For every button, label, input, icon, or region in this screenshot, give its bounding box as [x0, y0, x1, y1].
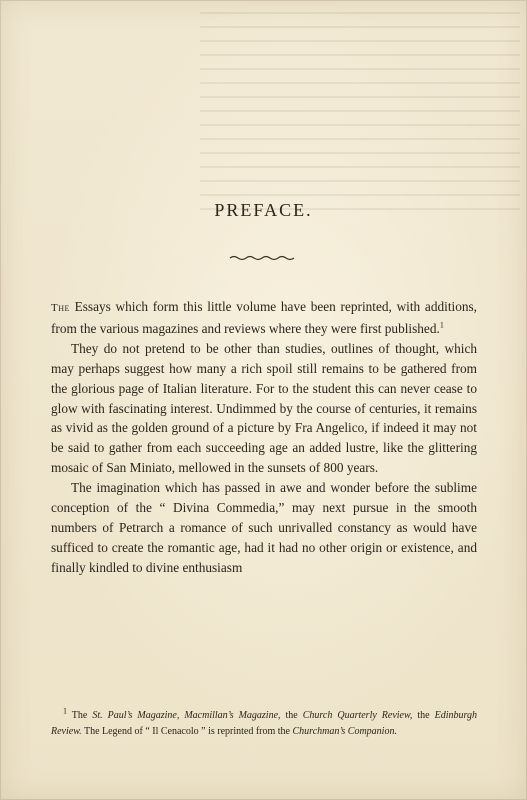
paragraph-text: Essays which form this little volume have been reprinted, with additions, from the various magazines and reviews where they were first published.: [51, 299, 477, 336]
paragraph-2: They do not pretend to be other than studies, outlines of thought, which may perhaps suggest how many a rich spoil still remains to be gathered from the glorious page of Italian literature. For to the student this can never cease to glow with fascinating interest. Undimmed by the course of centuries, it remains as vivid as the golden ground of a picture by Fra Angelico, if indeed it may not be said to gather from each succeeding age an added lustre, like the glittering mosaic of San Miniato, mellowed in the sunsets of 800 years.: [51, 340, 477, 476]
footnote-mark: 1: [439, 320, 444, 330]
footnote-text: The: [67, 710, 93, 721]
footnote-title: Churchman’s Companion.: [292, 726, 397, 737]
body-text: [51, 297, 477, 578]
page-title: PREFACE.: [214, 200, 313, 220]
paragraph-1: [51, 297, 477, 339]
footnote-number: 1: [63, 706, 67, 716]
footnote-text: the: [412, 710, 435, 721]
ornament-divider-icon: [228, 254, 298, 262]
footnote-title: Edinburgh Review.: [51, 710, 478, 737]
paragraph-3: The imagination which has passed in awe and wonder before the sublime conception of the “ Divina Commedia,” may next pursue in the smooth numbers of Petrarch a romance of such unrivalled constancy as would have sufficed to create the romantic age, had it had no other origin or existence, and finally kindled to divine enthusiasm: [51, 480, 477, 575]
footnote-text: the: [280, 710, 303, 721]
footnote-title: Church Quarterly Review,: [302, 710, 413, 721]
lead-word: The: [51, 302, 70, 314]
footnote-title: St. Paul’s Magazine, Macmillan’s Magazine,: [92, 710, 281, 721]
footnote-text: The Legend of “ Il Cenacolo ” is reprinted from the: [81, 726, 293, 737]
footnote: [51, 708, 477, 740]
